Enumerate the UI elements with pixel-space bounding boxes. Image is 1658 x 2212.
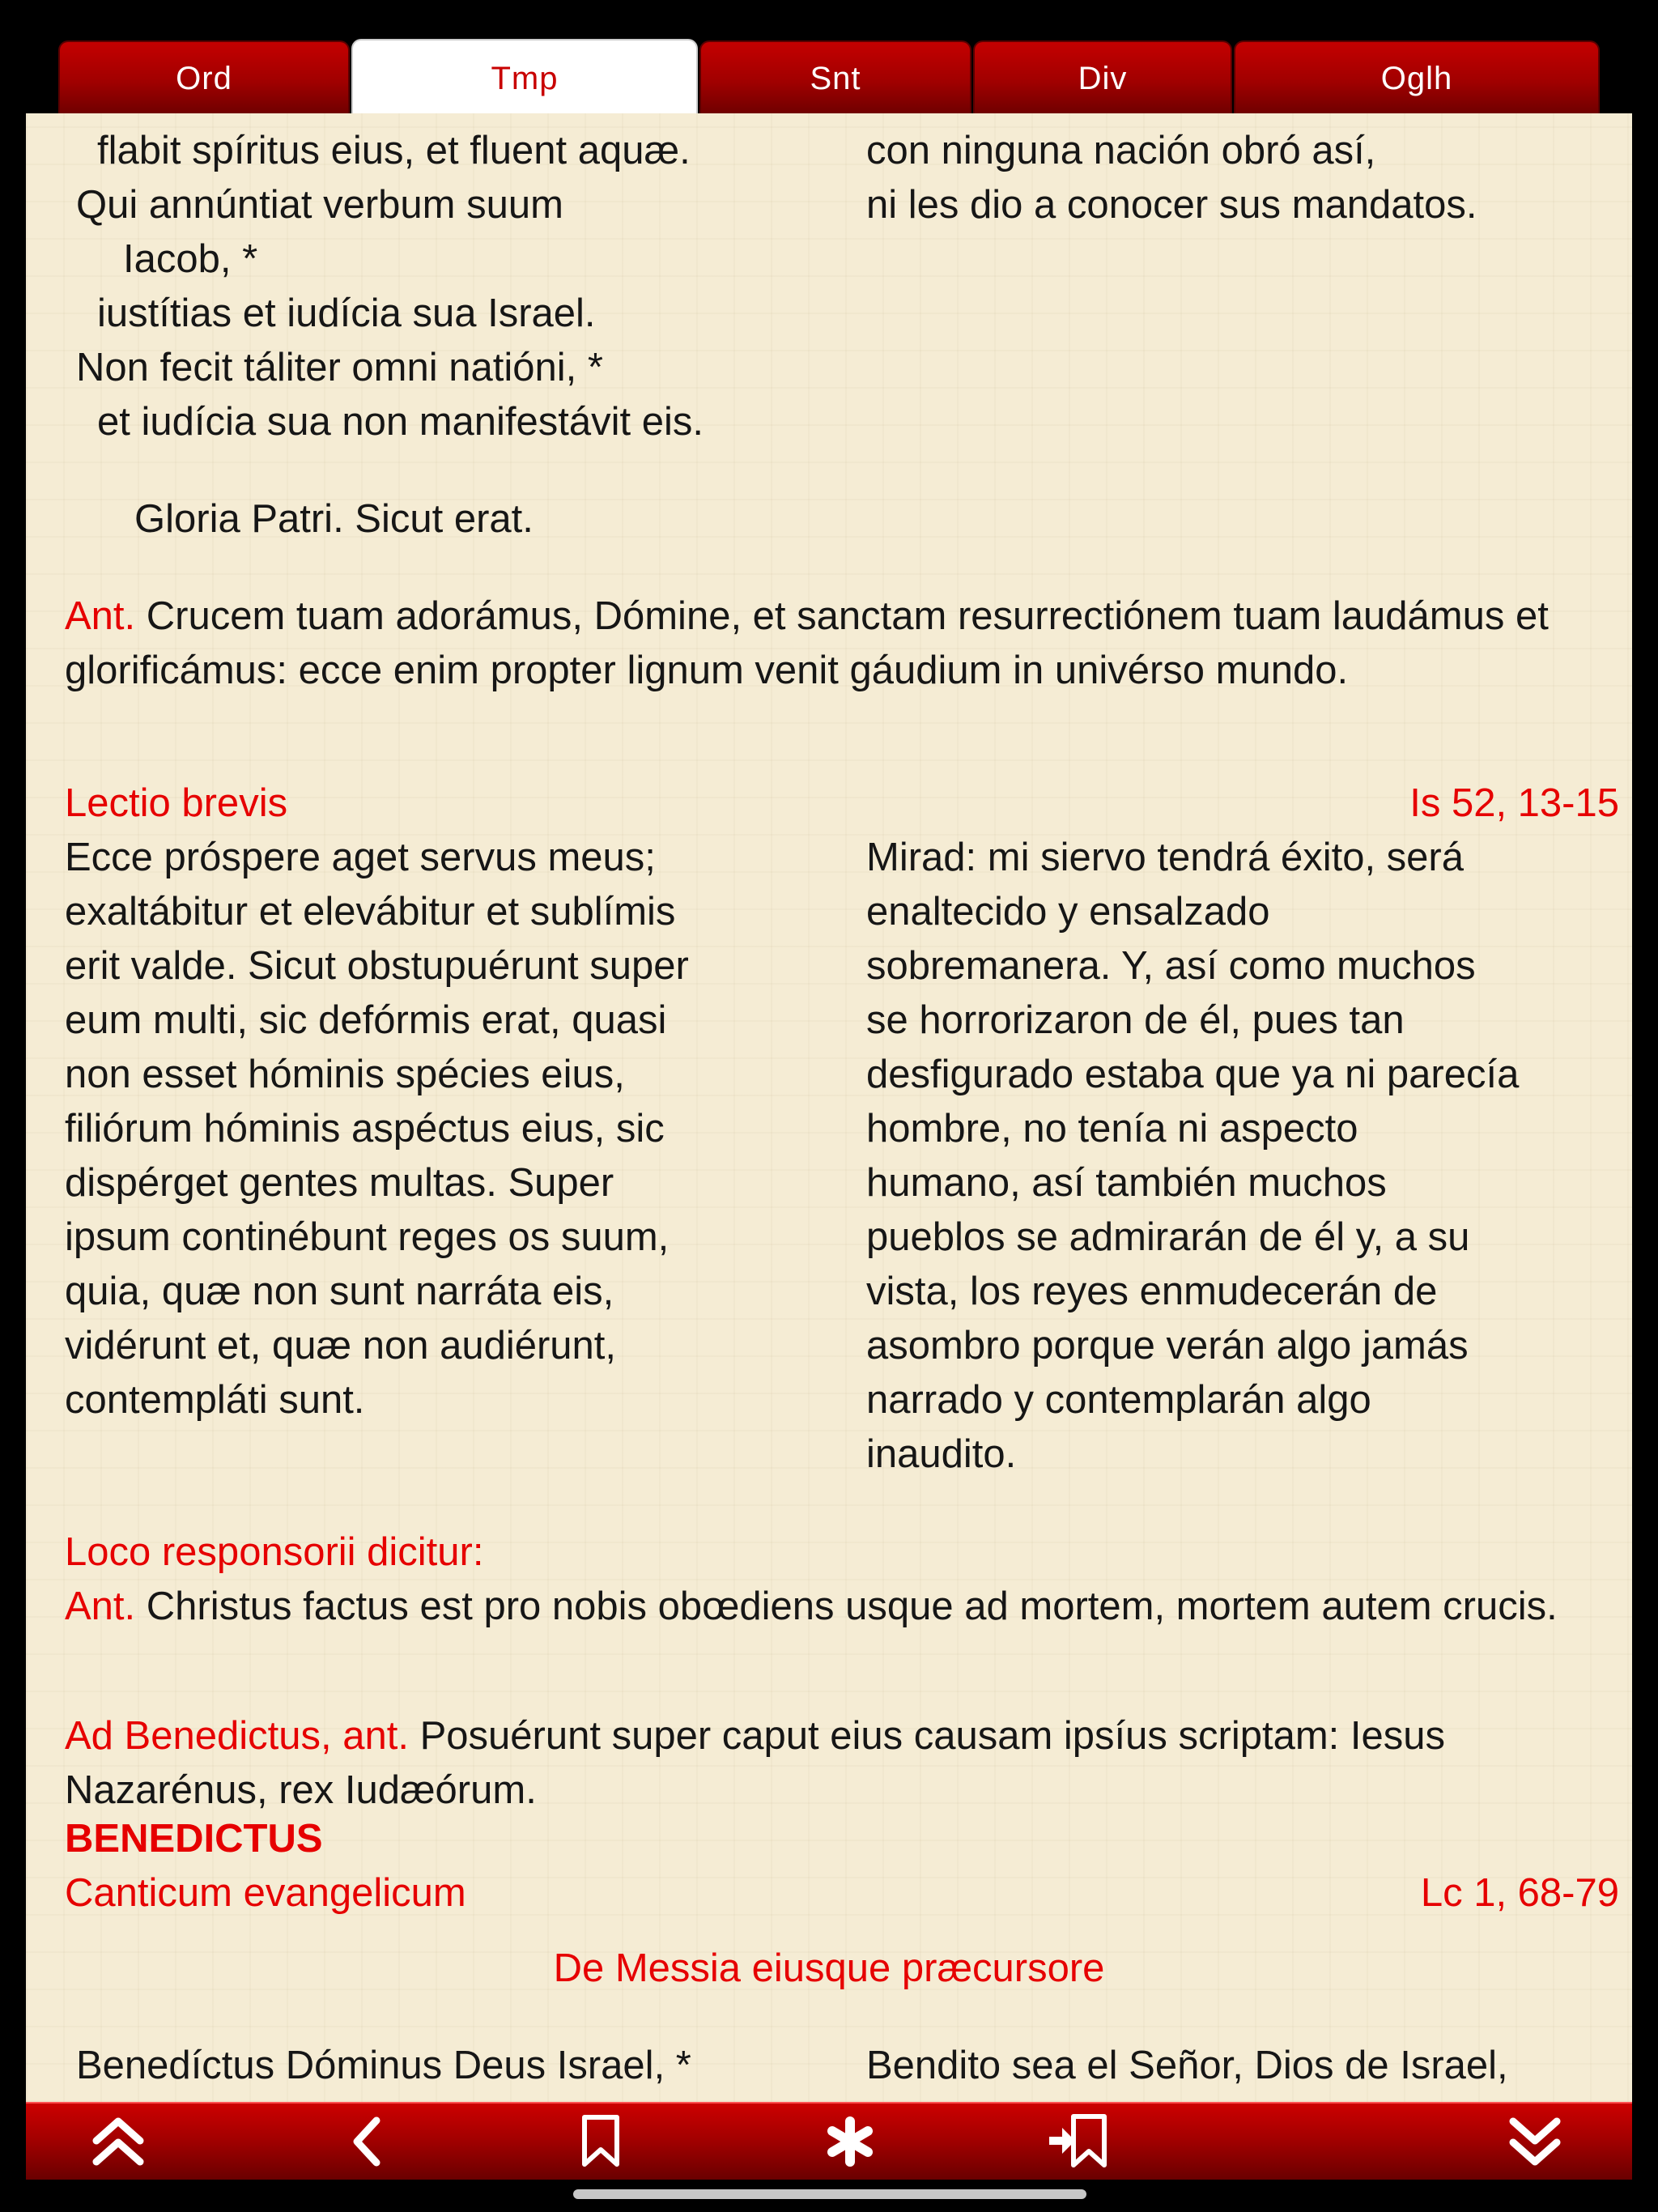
tab-label: Oglh: [1380, 60, 1453, 96]
home-indicator[interactable]: [573, 2189, 1086, 2199]
lectio-line-es: pueblos se admirarán de él y, a su: [866, 1215, 1470, 1259]
lectio-line-es: Mirad: mi siervo tendrá éxito, será: [866, 836, 1464, 879]
go-to-bookmark-icon: [1046, 2113, 1111, 2170]
lectio-line-es: inaudito.: [866, 1432, 1017, 1476]
lectio-line: vidérunt et, quæ non audiérunt,: [65, 1324, 617, 1368]
canticle-line: Benedíctus Dóminus Deus Israel, *: [76, 2044, 691, 2087]
go-to-bookmark-button[interactable]: [1030, 2104, 1127, 2180]
section-heading: BENEDICTUS: [65, 1817, 323, 1861]
tab-tmp[interactable]: [351, 39, 698, 117]
scroll-bottom-button[interactable]: [1486, 2104, 1584, 2180]
antiphon-text: Christus factus est pro nobis obœdiens usque ad mortem, mortem autem crucis.: [146, 1585, 1558, 1628]
lectio-line-es: hombre, no tenía ni aspecto: [866, 1107, 1358, 1151]
lectio-line: quia, quæ non sunt narráta eis,: [65, 1270, 614, 1313]
canticle-line-es: Bendito sea el Señor, Dios de Israel,: [866, 2044, 1508, 2087]
lectio-line-es: sobremanera. Y, así como muchos: [866, 944, 1476, 988]
loco-responsorii: Loco responsorii dicitur:: [65, 1530, 484, 1574]
psalm-line-es: ni les dio a conocer sus mandatos.: [866, 183, 1477, 227]
lectio-line: eum multi, sic defórmis erat, quasi: [65, 998, 667, 1042]
lectio-line: exaltábitur et elevábitur et sublímis: [65, 890, 676, 934]
lectio-line: dispérget gentes multas. Super: [65, 1161, 614, 1205]
asterisk-button[interactable]: [801, 2104, 899, 2180]
tab-label: Ord: [176, 60, 232, 96]
chevron-left-icon: [347, 2116, 388, 2167]
lectio-reference: Is 52, 13-15: [1409, 781, 1619, 825]
lectio-line-es: asombro porque verán algo jamás: [866, 1324, 1469, 1368]
tab-oglh[interactable]: [1234, 40, 1600, 115]
asterisk-icon: [825, 2116, 875, 2167]
canticle-subtitle: Canticum evangelicum: [65, 1871, 466, 1915]
tab-bar: [58, 40, 1600, 115]
psalm-line: Non fecit táliter omni natióni, *: [76, 346, 603, 389]
psalm-line: Iacob, *: [123, 237, 258, 281]
lectio-line: contempláti sunt.: [65, 1378, 365, 1422]
lectio-spanish: [866, 831, 1519, 1482]
tab-label: Div: [1078, 60, 1128, 96]
double-chevron-down-icon: [1507, 2115, 1563, 2168]
tab-div[interactable]: [973, 40, 1232, 115]
antiphon: [65, 1580, 1619, 1634]
tab-label: Tmp: [491, 60, 559, 96]
bookmark-icon: [580, 2114, 622, 2169]
antiphon-label: Ad Benedictus, ant.: [65, 1714, 409, 1758]
tab-label: Snt: [810, 60, 861, 96]
lectio-line: ipsum continébunt reges os suum,: [65, 1215, 670, 1259]
previous-button[interactable]: [319, 2104, 416, 2180]
scroll-top-button[interactable]: [70, 2104, 167, 2180]
psalm-line-es: con ninguna nación obró así,: [866, 129, 1376, 172]
lectio-line-es: narrado y contemplarán algo: [866, 1378, 1371, 1422]
antiphon-text: Posuérunt super caput eius causam ipsíus scriptam: Iesus Nazarénus, rex Iudæórum.: [65, 1714, 1446, 1812]
psalm-line: et iudícia sua non manifestávit eis.: [97, 400, 704, 444]
antiphon-label: Ant.: [65, 594, 136, 638]
bookmark-button[interactable]: [552, 2104, 649, 2180]
tab-snt[interactable]: [699, 40, 971, 115]
lectio-line-es: humano, así también muchos: [866, 1161, 1387, 1205]
lectio-line: non esset hóminis spécies eius,: [65, 1053, 625, 1096]
lectio-line-es: enaltecido y ensalzado: [866, 890, 1270, 934]
antiphon-text: Crucem tuam adorámus, Dómine, et sanctam resurrectiónem tuam laudámus et glorificámus: ecce enim propter lignum venit gáudium in univérso mundo.: [65, 594, 1549, 692]
tab-ord[interactable]: [58, 40, 350, 115]
canticle-reference: Lc 1, 68-79: [1420, 1871, 1619, 1915]
psalm-line: flabit spíritus eius, et fluent aquæ.: [97, 129, 691, 172]
gloria-patri: Gloria Patri. Sicut erat.: [134, 497, 534, 541]
reading-page[interactable]: [26, 113, 1632, 2102]
lectio-line: filiórum hóminis aspéctus eius, sic: [65, 1107, 665, 1151]
lectio-line: erit valde. Sicut obstupuérunt super: [65, 944, 689, 988]
canticle-title: De Messia eiusque præcursore: [553, 1946, 1105, 1990]
benedictus-antiphon: [65, 1709, 1619, 1818]
antiphon: [65, 589, 1619, 698]
lectio-title: Lectio brevis: [65, 781, 288, 825]
antiphon-label: Ant.: [65, 1585, 136, 1628]
lectio-line: Ecce próspere aget servus meus;: [65, 836, 656, 879]
psalm-line: iustítias et iudícia sua Israel.: [97, 291, 596, 335]
lectio-line-es: desfigurado estaba que ya ni parecía: [866, 1053, 1520, 1096]
lectio-line-es: se horrorizaron de él, pues tan: [866, 998, 1405, 1042]
bottom-toolbar: [26, 2102, 1632, 2180]
psalm-line: Qui annúntiat verbum suum: [76, 183, 563, 227]
lectio-line-es: vista, los reyes enmudecerán de: [866, 1270, 1438, 1313]
double-chevron-up-icon: [90, 2115, 147, 2168]
lectio-latin: [65, 831, 689, 1427]
